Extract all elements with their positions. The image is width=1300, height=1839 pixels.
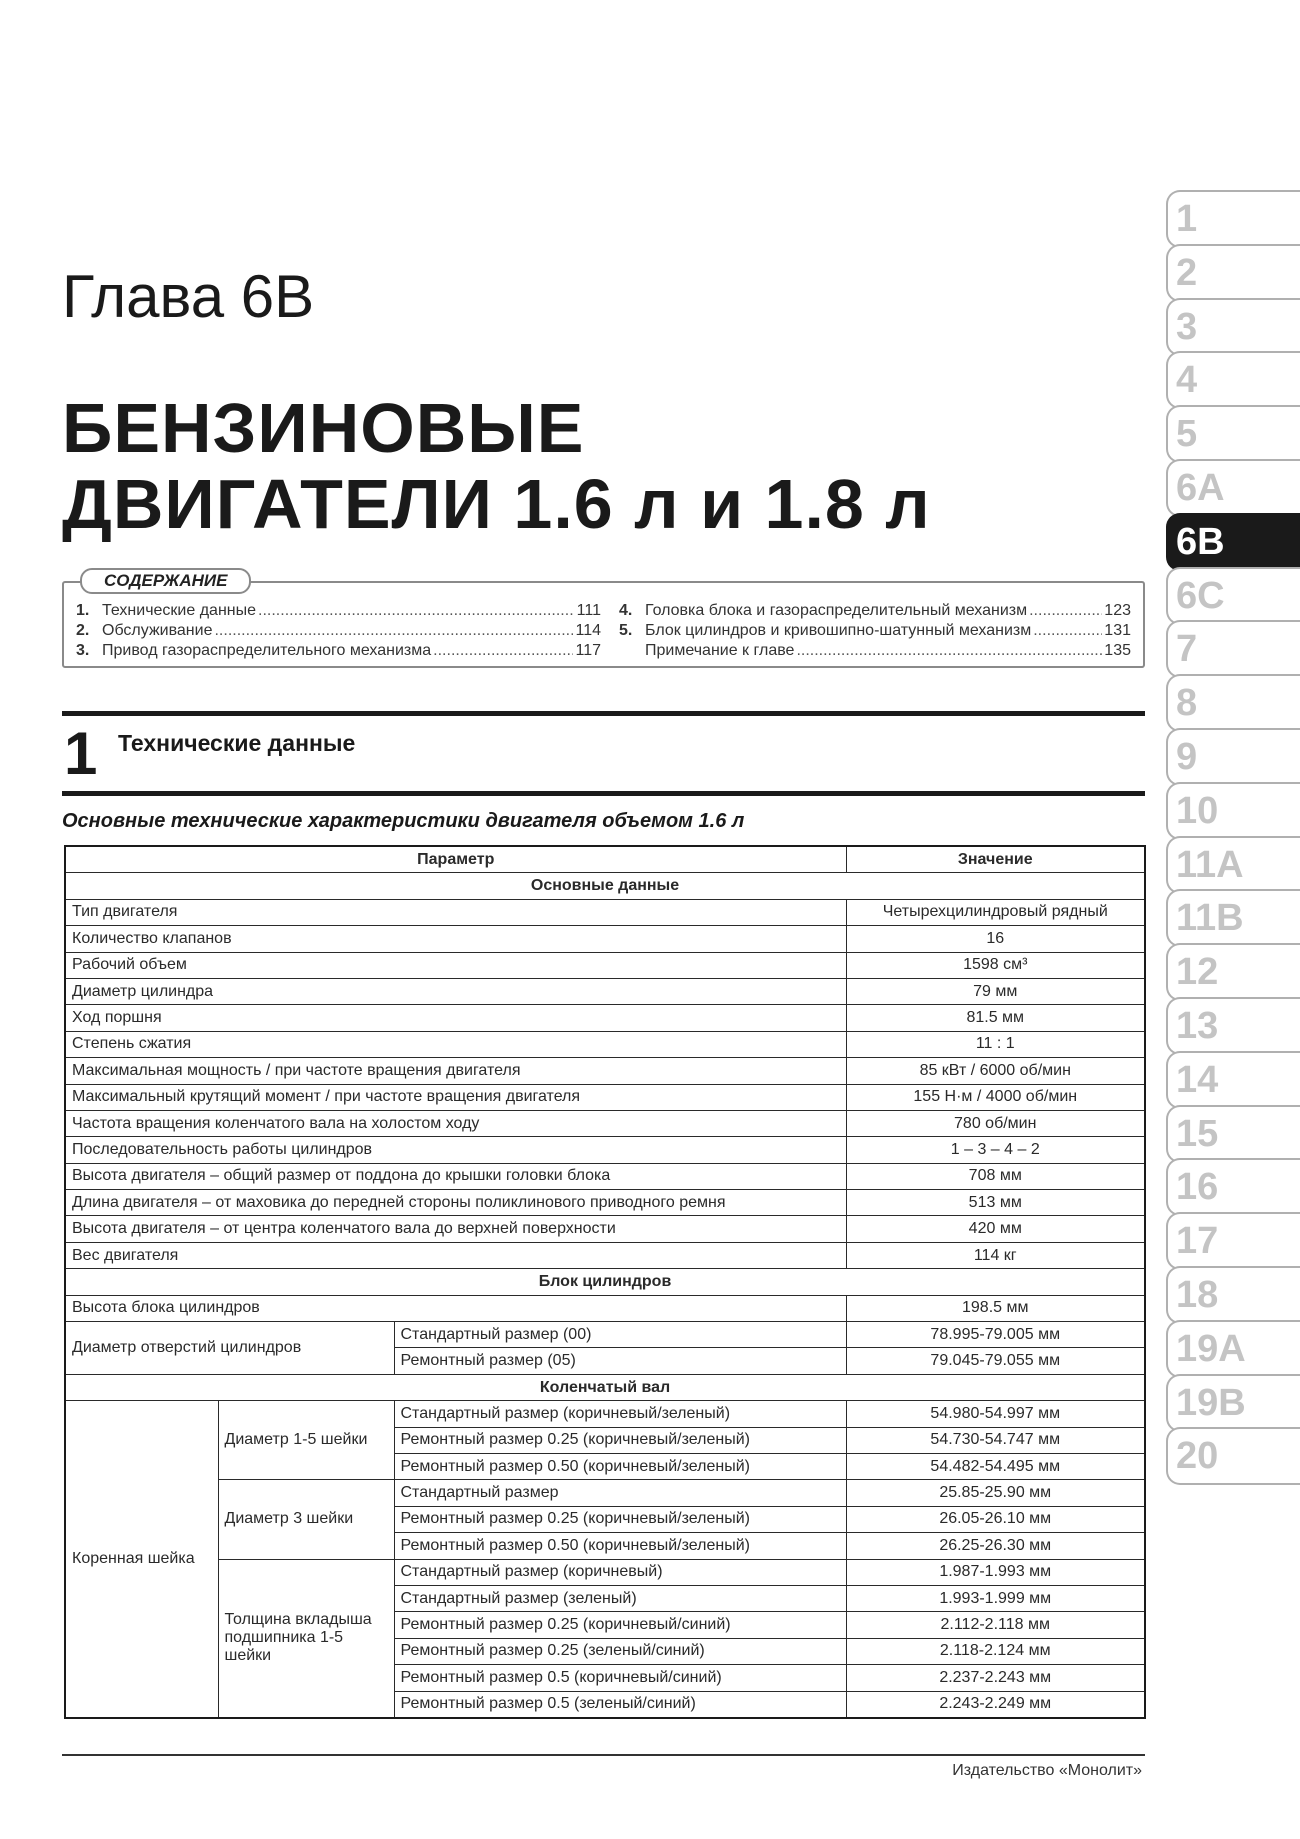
- sub-param-cell: Ремонтный размер 0.50 (коричневый/зеленый): [394, 1533, 846, 1559]
- chapter-tab-5[interactable]: 5: [1166, 405, 1300, 463]
- param-cell: Последовательность работы цилиндров: [65, 1137, 846, 1163]
- chapter-label: Глава 6В: [62, 263, 315, 330]
- chapter-tab-9[interactable]: 9: [1166, 728, 1300, 786]
- table-row: Диаметр отверстий цилиндров Стандартный размер (00) 78.995-79.005 мм: [65, 1322, 1145, 1348]
- chapter-tab-16[interactable]: 16: [1166, 1158, 1300, 1216]
- chapter-tab-2[interactable]: 2: [1166, 244, 1300, 302]
- chapter-tab-6b[interactable]: 6B: [1166, 513, 1300, 571]
- chapter-tab-14[interactable]: 14: [1166, 1051, 1300, 1109]
- value-cell: 780 об/мин: [846, 1110, 1145, 1136]
- table-row: [65, 1110, 1145, 1136]
- value-cell: Четырехцилиндровый рядный: [846, 899, 1145, 925]
- contents-box: [62, 571, 1145, 668]
- contents-item[interactable]: 3. Привод газораспределительного механизма ..... 117: [76, 641, 601, 661]
- table-row: [65, 1084, 1145, 1110]
- header-param: Параметр: [65, 846, 846, 873]
- publisher: Издательство «Монолит»: [952, 1762, 1142, 1779]
- chapter-tab-11a[interactable]: 11A: [1166, 836, 1300, 894]
- sub-param-cell: Ремонтный размер 0.25 (коричневый/зеленый): [394, 1427, 846, 1453]
- value-cell: 85 кВт / 6000 об/мин: [846, 1058, 1145, 1084]
- value-cell: 11 : 1: [846, 1031, 1145, 1057]
- param-cell: Высота двигателя – от центра коленчатого вала до верхней поверхности: [65, 1216, 846, 1242]
- chapter-tab-7[interactable]: 7: [1166, 620, 1300, 678]
- table-group-row: Коленчатый вал: [65, 1374, 1145, 1400]
- value-cell: 513 мм: [846, 1190, 1145, 1216]
- param-cell: Диаметр цилиндра: [65, 978, 846, 1004]
- chapter-tab-11b[interactable]: 11B: [1166, 889, 1300, 947]
- param-cell: Количество клапанов: [65, 926, 846, 952]
- chapter-tab-15[interactable]: 15: [1166, 1105, 1300, 1163]
- param-cell: Высота двигателя – общий размер от поддона до крышки головки блока: [65, 1163, 846, 1189]
- table-row: [65, 952, 1145, 978]
- table-row: [65, 1163, 1145, 1189]
- value-cell: 2.243-2.249 мм: [846, 1691, 1145, 1718]
- chapter-tab-4[interactable]: 4: [1166, 351, 1300, 409]
- table-row: [65, 1031, 1145, 1057]
- param-cell: Степень сжатия: [65, 1031, 846, 1057]
- chapter-tab-8[interactable]: 8: [1166, 674, 1300, 732]
- journal-group-cell: Диаметр 3 шейки: [218, 1480, 394, 1559]
- table-row: [65, 1559, 1145, 1585]
- table-row: [65, 978, 1145, 1004]
- param-cell: Максимальный крутящий момент / при частоте вращения двигателя: [65, 1084, 846, 1110]
- table-header-row: [65, 846, 1145, 873]
- value-cell: 26.05-26.10 мм: [846, 1506, 1145, 1532]
- value-cell: 25.85-25.90 мм: [846, 1480, 1145, 1506]
- table-row: [65, 1480, 1145, 1506]
- value-cell: 26.25-26.30 мм: [846, 1533, 1145, 1559]
- table-row: [65, 1190, 1145, 1216]
- value-cell: 1 – 3 – 4 – 2: [846, 1137, 1145, 1163]
- param-cell: Длина двигателя – от маховика до передней стороны поликлинового приводного ремня: [65, 1190, 846, 1216]
- header-value: Значение: [846, 846, 1145, 873]
- chapter-tab-20[interactable]: 20: [1166, 1427, 1300, 1485]
- table-group-row: Основные данные: [65, 873, 1145, 899]
- journal-group-cell: Диаметр 1-5 шейки: [218, 1401, 394, 1480]
- value-cell: 54.980-54.997 мм: [846, 1401, 1145, 1427]
- sub-param-cell: Стандартный размер: [394, 1480, 846, 1506]
- contents-item[interactable]: 1. Технические данные ..... 111: [76, 601, 601, 621]
- param-cell: Тип двигателя: [65, 899, 846, 925]
- contents-item[interactable]: 4. Головка блока и газораспределительный механизм ..... 123: [619, 601, 1131, 621]
- chapter-tab-10[interactable]: 10: [1166, 782, 1300, 840]
- sub-param-cell: Ремонтный размер 0.25 (коричневый/зеленый): [394, 1506, 846, 1532]
- value-cell: 54.730-54.747 мм: [846, 1427, 1145, 1453]
- journal-label-cell: Коренная шейка: [65, 1401, 218, 1718]
- chapter-tab-19a[interactable]: 19A: [1166, 1320, 1300, 1378]
- sub-param-cell: Стандартный размер (зеленый): [394, 1585, 846, 1611]
- param-cell: Максимальная мощность / при частоте вращения двигателя: [65, 1058, 846, 1084]
- sub-param-cell: Стандартный размер (коричневый/зеленый): [394, 1401, 846, 1427]
- chapter-title-line-1: БЕНЗИНОВЫЕ: [62, 389, 585, 467]
- value-cell: 54.482-54.495 мм: [846, 1453, 1145, 1479]
- chapter-tab-18[interactable]: 18: [1166, 1266, 1300, 1324]
- table-row: [65, 1005, 1145, 1031]
- sub-param-cell: Ремонтный размер 0.25 (зеленый/синий): [394, 1638, 846, 1664]
- value-cell: 708 мм: [846, 1163, 1145, 1189]
- chapter-tab-6a[interactable]: 6A: [1166, 459, 1300, 517]
- main-rows: [65, 899, 1145, 1268]
- value-cell: 155 Н·м / 4000 об/мин: [846, 1084, 1145, 1110]
- value-cell: 16: [846, 926, 1145, 952]
- contents-item[interactable]: Примечание к главе ..... 135: [619, 641, 1131, 661]
- value-cell: 114 кг: [846, 1242, 1145, 1268]
- footer-rule: [62, 1754, 1145, 1756]
- section-title: Технические данные: [118, 730, 356, 756]
- table-row: [65, 926, 1145, 952]
- table-row: [65, 1401, 1145, 1427]
- param-cell: Частота вращения коленчатого вала на холостом ходу: [65, 1110, 846, 1136]
- contents-heading: СОДЕРЖАНИЕ: [80, 568, 251, 594]
- chapter-tab-6c[interactable]: 6C: [1166, 567, 1300, 625]
- sub-param-cell: Ремонтный размер 0.5 (коричневый/синий): [394, 1665, 846, 1691]
- section-rule-top: [62, 711, 1145, 716]
- crank-rows: [65, 1401, 1145, 1718]
- value-cell: 2.237-2.243 мм: [846, 1665, 1145, 1691]
- contents-column-right: [619, 601, 1131, 661]
- chapter-title: [62, 390, 1122, 542]
- param-cell: Рабочий объем: [65, 952, 846, 978]
- specs-table: [64, 845, 1146, 1719]
- table-row: [65, 1216, 1145, 1242]
- value-cell: 2.112-2.118 мм: [846, 1612, 1145, 1638]
- value-cell: 1.993-1.999 мм: [846, 1585, 1145, 1611]
- table-row: [65, 899, 1145, 925]
- section-rule-bottom: [62, 791, 1145, 796]
- sub-param-cell: Ремонтный размер 0.25 (коричневый/синий): [394, 1612, 846, 1638]
- chapter-title-line-2: ДВИГАТЕЛИ 1.6 л и 1.8 л: [62, 465, 931, 543]
- chapter-tab-13[interactable]: 13: [1166, 997, 1300, 1055]
- table-group-row: Блок цилиндров: [65, 1269, 1145, 1295]
- value-cell: 2.118-2.124 мм: [846, 1638, 1145, 1664]
- journal-group-cell: Толщина вкладыша подшипника 1-5 шейки: [218, 1559, 394, 1718]
- table-row: [65, 1058, 1145, 1084]
- sub-param-cell: Ремонтный размер 0.50 (коричневый/зеленый): [394, 1453, 846, 1479]
- table-row: [65, 1242, 1145, 1268]
- sub-param-cell: Стандартный размер (коричневый): [394, 1559, 846, 1585]
- chapter-tab-3[interactable]: 3: [1166, 298, 1300, 356]
- table-row: Ремонтный размер (05) 79.045-79.055 мм: [65, 1348, 1145, 1374]
- value-cell: 79 мм: [846, 978, 1145, 1004]
- chapter-tab-1[interactable]: 1: [1166, 190, 1300, 248]
- section-number: 1: [64, 720, 98, 787]
- table-caption: Основные технические характеристики двигателя объемом 1.6 л: [62, 810, 745, 832]
- sub-param-cell: Ремонтный размер 0.5 (зеленый/синий): [394, 1691, 846, 1718]
- contents-item[interactable]: 2. Обслуживание ..... 114: [76, 621, 601, 641]
- table-row: Высота блока цилиндров 198.5 мм: [65, 1295, 1145, 1321]
- param-cell: Ход поршня: [65, 1005, 846, 1031]
- param-cell: Вес двигателя: [65, 1242, 846, 1268]
- contents-item[interactable]: 5. Блок цилиндров и кривошипно-шатунный механизм ..... 131: [619, 621, 1131, 641]
- value-cell: 1.987-1.993 мм: [846, 1559, 1145, 1585]
- chapter-tab-19b[interactable]: 19B: [1166, 1374, 1300, 1432]
- value-cell: 1598 см³: [846, 952, 1145, 978]
- contents-column-left: [76, 601, 601, 661]
- chapter-tab-17[interactable]: 17: [1166, 1212, 1300, 1270]
- chapter-tab-12[interactable]: 12: [1166, 943, 1300, 1001]
- table-row: [65, 1137, 1145, 1163]
- value-cell: 420 мм: [846, 1216, 1145, 1242]
- value-cell: 81.5 мм: [846, 1005, 1145, 1031]
